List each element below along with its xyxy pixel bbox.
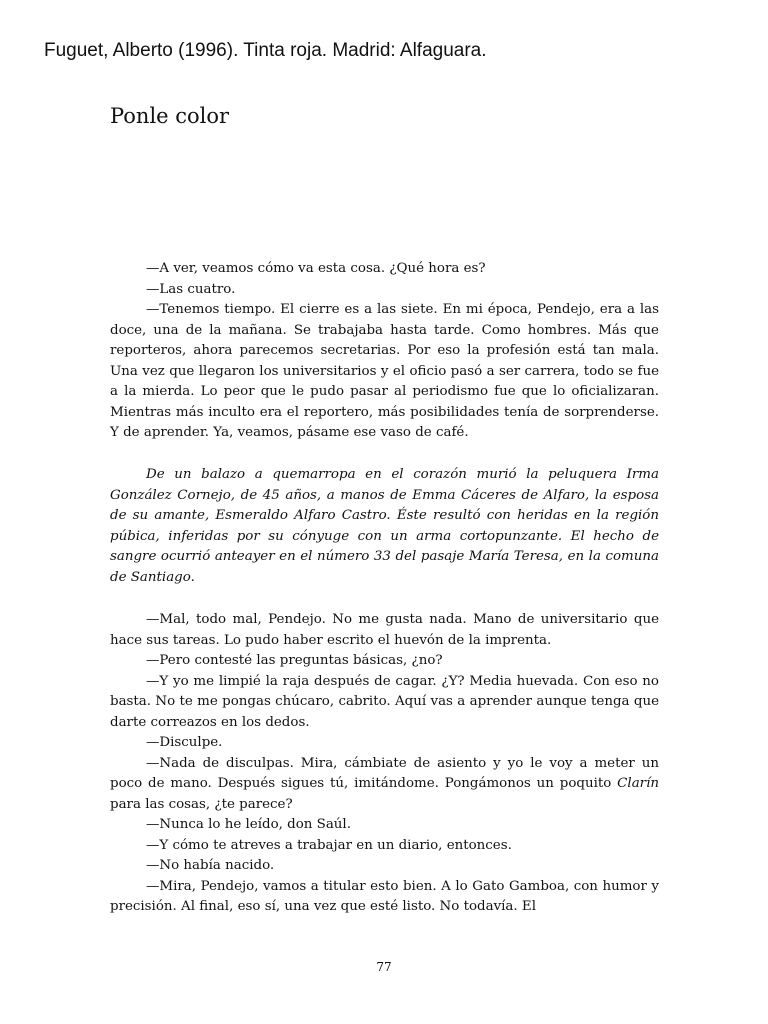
- dialogue-block-2: [110, 610, 659, 918]
- dialogue-block-1: [110, 259, 659, 444]
- citation: Fuguet, Alberto (1996). Tinta roja. Madrid: Alfaguara.: [44, 40, 487, 61]
- paragraph: —Las cuatro.: [146, 281, 236, 297]
- paragraph: —Tenemos tiempo. El cierre es a las siete. En mi época, Pendejo, era a las doce, una de la mañana. Se trabajaba hasta tarde. Como hombres. Más que reporteros, ahora parecemos secretarias. Por eso la profesión está tan mala. Una vez que llegaron los universitarios y el oficio pasó a ser carrera, todo se fue a la mierda. Lo peor que le pudo pasar al periodismo fue que lo oficializaran. Mientras más inculto era el reportero, más posibilidades tenía de sorprenderse. Y de aprender. Ya, veamos, pásame ese vaso de café.: [110, 302, 659, 440]
- paragraph: —Mira, Pendejo, vamos a titular esto bien. A lo Gato Gamboa, con humor y precisión. Al final, eso sí, una vez que esté listo. No todavía. El: [110, 878, 659, 914]
- paragraph: —Mal, todo mal, Pendejo. No me gusta nada. Mano de universitario que hace sus tareas. Lo pudo haber escrito el huevón de la imprenta.: [110, 612, 659, 648]
- chapter-title: Ponle color: [110, 104, 230, 128]
- text-span: —Nada de disculpas. Mira, cámbiate de asiento y yo le voy a meter un poco de mano. Después sigues tú, imitándome. Pongámonos un poquito: [110, 755, 659, 791]
- paragraph: —Nunca lo he leído, don Saúl.: [146, 817, 351, 832]
- page-number: 77: [376, 960, 392, 974]
- paragraph: —Disculpe.: [146, 735, 223, 750]
- paragraph: —No había nacido.: [146, 858, 275, 873]
- paragraph: De un balazo a quemarropa en el corazón murió la peluquera Irma González Cornejo, de 45 años, a manos de Emma Cáceres de Alfaro, la esposa de su amante, Esmeraldo Alfaro Castro. Éste resultó con heridas en la región púbica, inferidas por su cónyuge con un arma cortopunzante. El hecho de sangre ocurrió anteayer en el número 33 del pasaje María Teresa, en la comuna de Santiago.: [110, 467, 659, 585]
- news-excerpt: [110, 465, 659, 588]
- paragraph: —Y yo me limpié la raja después de cagar. ¿Y? Media huevada. Con eso no basta. No te me pongas chúcaro, cabrito. Aquí vas a aprender aunque tenga que darte correazos en los dedos.: [110, 673, 659, 730]
- text-span: para las cosas, ¿te parece?: [110, 796, 293, 812]
- italic-title: Clarín: [617, 776, 659, 791]
- paragraph: —Pero contesté las preguntas básicas, ¿no?: [146, 653, 443, 668]
- paragraph: —Y cómo te atreves a trabajar en un diario, entonces.: [146, 837, 512, 853]
- paragraph: —A ver, veamos cómo va esta cosa. ¿Qué hora es?: [146, 261, 486, 276]
- paragraph: [110, 754, 659, 816]
